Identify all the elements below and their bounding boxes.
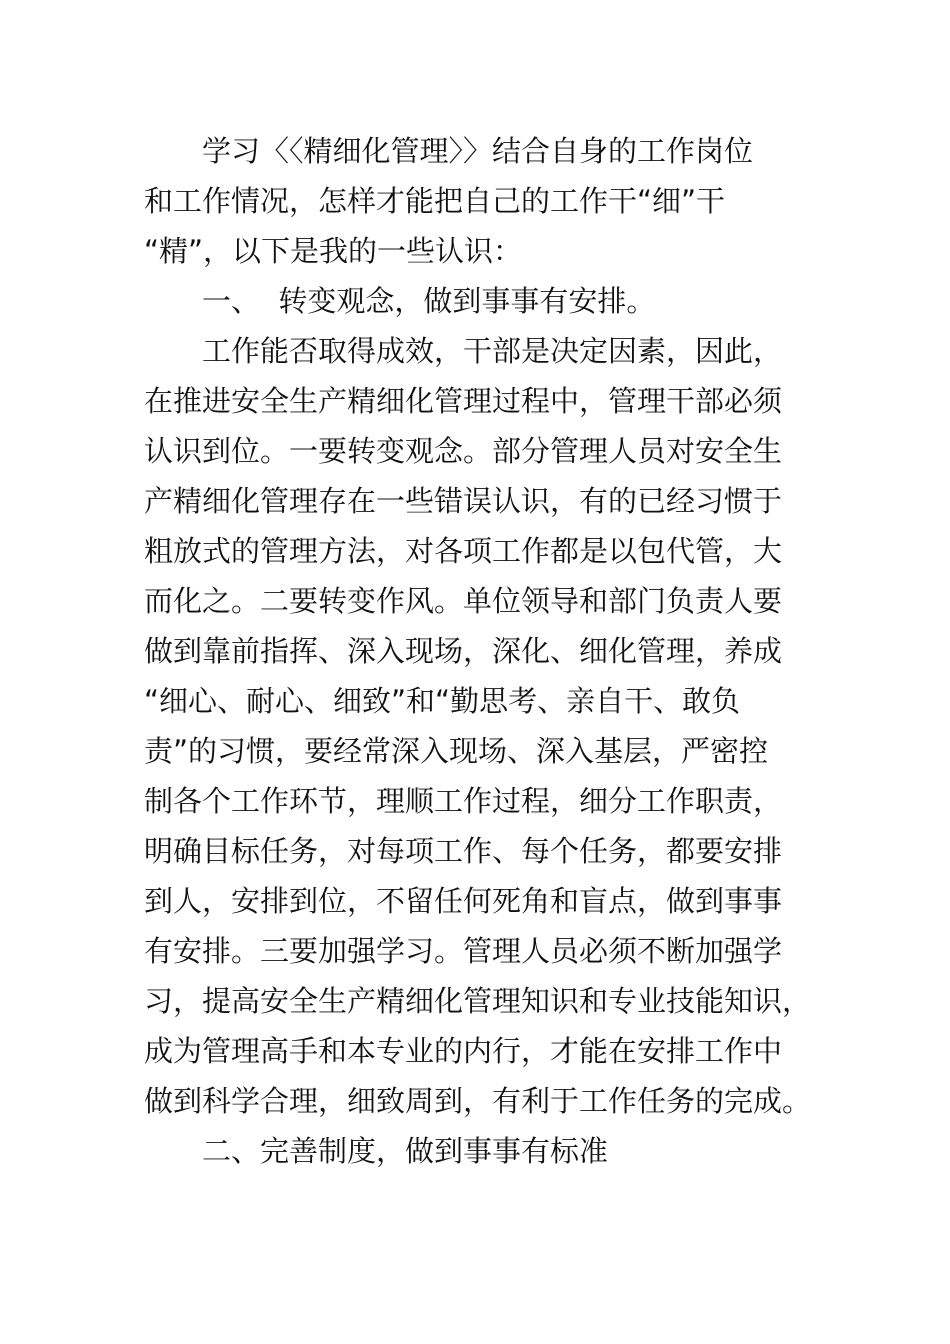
text-line: 到人，安排到位，不留任何死角和盲点，做到事事 — [144, 884, 783, 918]
section-heading: 二、完善制度，做到事事有标准 — [202, 1134, 609, 1168]
text-line: “精”，以下是我的一些认识： — [144, 234, 523, 268]
text-line: 做到科学合理，细致周到，有利于工作任务的完成。 — [144, 1084, 812, 1118]
text-line: 和工作情况，怎样才能把自己的工作干“细”干 — [144, 184, 726, 218]
text-line: 责”的习惯，要经常深入现场、深入基层，严密控 — [144, 734, 769, 768]
text-line: 有安排。三要加强学习。管理人员必须不断加强学 — [144, 934, 783, 968]
text-line: 习，提高安全生产精细化管理知识和专业技能知识， — [144, 984, 812, 1018]
text-line: 产精细化管理存在一些错误认识，有的已经习惯于 — [144, 484, 783, 518]
text-line: 制各个工作环节，理顺工作过程，细分工作职责， — [144, 784, 783, 818]
text-line: 认识到位。一要转变观念。部分管理人员对安全生 — [144, 434, 783, 468]
text-line: 做到靠前指挥、深入现场，深化、细化管理，养成 — [144, 634, 783, 668]
text-line: 而化之。二要转变作风。单位领导和部门负责人要 — [144, 584, 783, 618]
text-line: 明确目标任务，对每项工作、每个任务，都要安排 — [144, 834, 783, 868]
section-heading: 一、 转变观念，做到事事有安排。 — [202, 284, 656, 318]
text-line: 学习〈〈精细化管理〉〉结合自身的工作岗位 — [202, 134, 754, 168]
text-line: 成为管理高手和本专业的内行，才能在安排工作中 — [144, 1034, 783, 1068]
text-line: “细心、耐心、细致”和“勤思考、亲自干、敢负 — [144, 684, 741, 718]
text-line: 在推进安全生产精细化管理过程中，管理干部必须 — [144, 384, 783, 418]
text-line: 工作能否取得成效，干部是决定因素，因此， — [202, 334, 783, 368]
text-line: 粗放式的管理方法，对各项工作都是以包代管，大 — [144, 534, 783, 568]
